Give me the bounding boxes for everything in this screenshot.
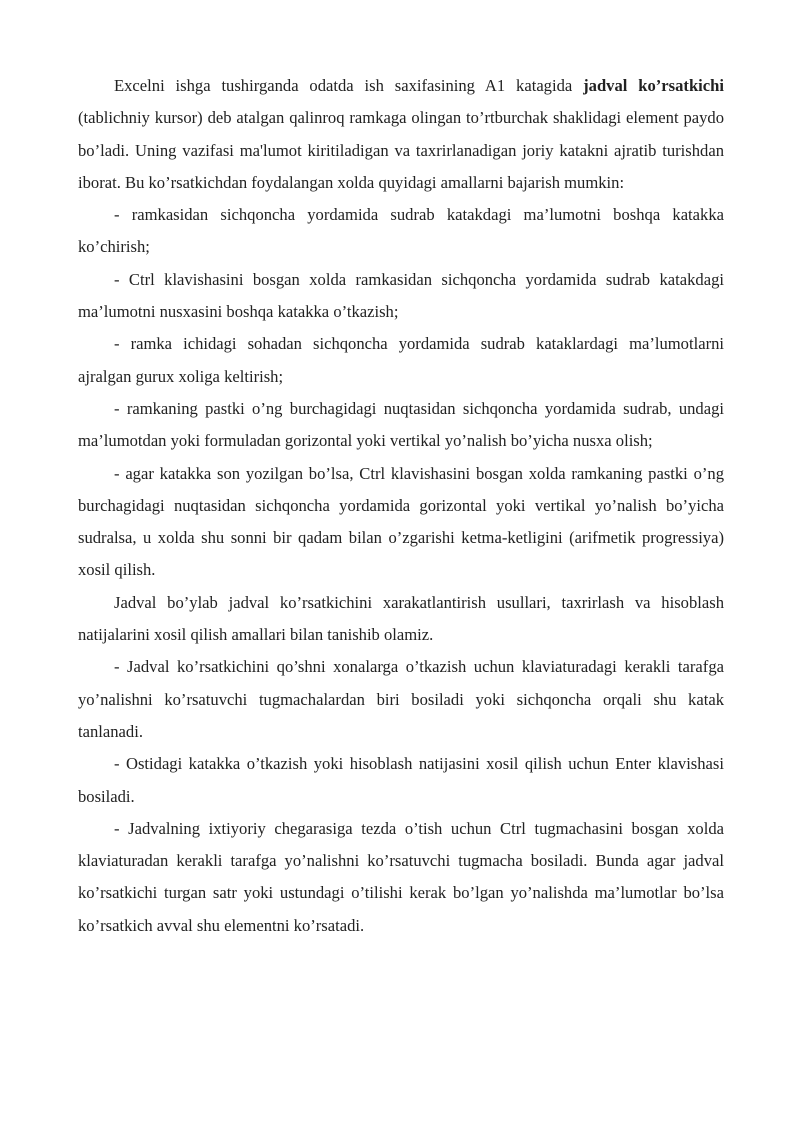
intro-text-after: (tablichniy kursor) deb atalgan qalinroq ramkaga olingan to’rtburchak shaklidagi element paydo bo’ladi. Uning vazifasi ma'lumot kiritiladigan va taxrirlanadigan joriy katakni ajratib turishdan iborat. Bu ko’rsatkichdan foydalangan xolda quyidagi amallarni bajarish mumkin: — [78, 108, 724, 192]
paragraph-item-arrow-keys: - Jadval ko’rsatkichini qo’shni xonalarga o’tkazish uchun klaviaturadagi kerakli tarafga yo’nalishni ko’rsatuvchi tugmachalardan biri bosiladi yoki sichqoncha orqali shu katak tanlanadi. — [78, 657, 724, 741]
intro-text-before: Excelni ishga tushirganda odatda ish saxifasining A1 katagida — [114, 76, 584, 95]
paragraph-item-copy: - Ctrl klavishasini bosgan xolda ramkasidan sichqoncha yordamida sudrab katakdagi ma’lumotni nusxasini boshqa katakka o’tkazish; — [78, 269, 724, 322]
intro-bold-term: jadval ko’rsatkichi — [583, 76, 724, 95]
paragraph-item-select-group: - ramka ichidagi sohadan sichqoncha yordamida sudrab kataklardagi ma’lumotlarni ajralgan gurux xoliga keltirish; — [78, 334, 724, 386]
paragraph-item-progression: - agar katakka son yozilgan bo’lsa, Ctrl klavishasini bosgan xolda ramkaning pastki o’ng burchagidagi nuqtasidan sichqoncha yordamida gorizontal yoki vertikal yo’nalish bo’yicha sudralsa, u xolda shu sonni bir qadam bilan o’zgarishi ketma-ketligini (arifmetik progressiya) xosil qilish. — [78, 463, 724, 580]
paragraph-intro — [78, 70, 724, 199]
document-page — [78, 70, 724, 942]
paragraph-item-fill-copy: - ramkaning pastki o’ng burchagidagi nuqtasidan sichqoncha yordamida sudrab, undagi ma’lumotdan yoki formuladan gorizontal yoki vertikal yo’nalish bo’yicha nusxa olish; — [78, 398, 724, 451]
paragraph-item-move: - ramkasidan sichqoncha yordamida sudrab katakdagi ma’lumotni boshqa katakka ko’chirish; — [78, 205, 724, 257]
paragraph-item-enter-key: - Ostidagi katakka o’tkazish yoki hisoblash natijasini xosil qilish uchun Enter klavishasi bosiladi. — [78, 754, 724, 806]
paragraph-item-ctrl-jump: - Jadvalning ixtiyoriy chegarasiga tezda o’tish uchun Ctrl tugmachasini bosgan xolda klaviaturadan kerakli tarafga yo’nalishni ko’rsatuvchi tugmacha bosiladi. Bunda agar jadval ko’rsatkichi turgan satr yoki ustundagi o’tilishi kerak bo’lgan yo’nalishda ma’lumotlar bo’lsa ko’rsatkich avval shu elementni ko’rsatadi. — [78, 818, 724, 935]
paragraph-navigation-intro: Jadval bo’ylab jadval ko’rsatkichini xarakatlantirish usullari, taxrirlash va hisoblash natijalarini xosil qilish amallari bilan tanishib olamiz. — [78, 592, 724, 645]
